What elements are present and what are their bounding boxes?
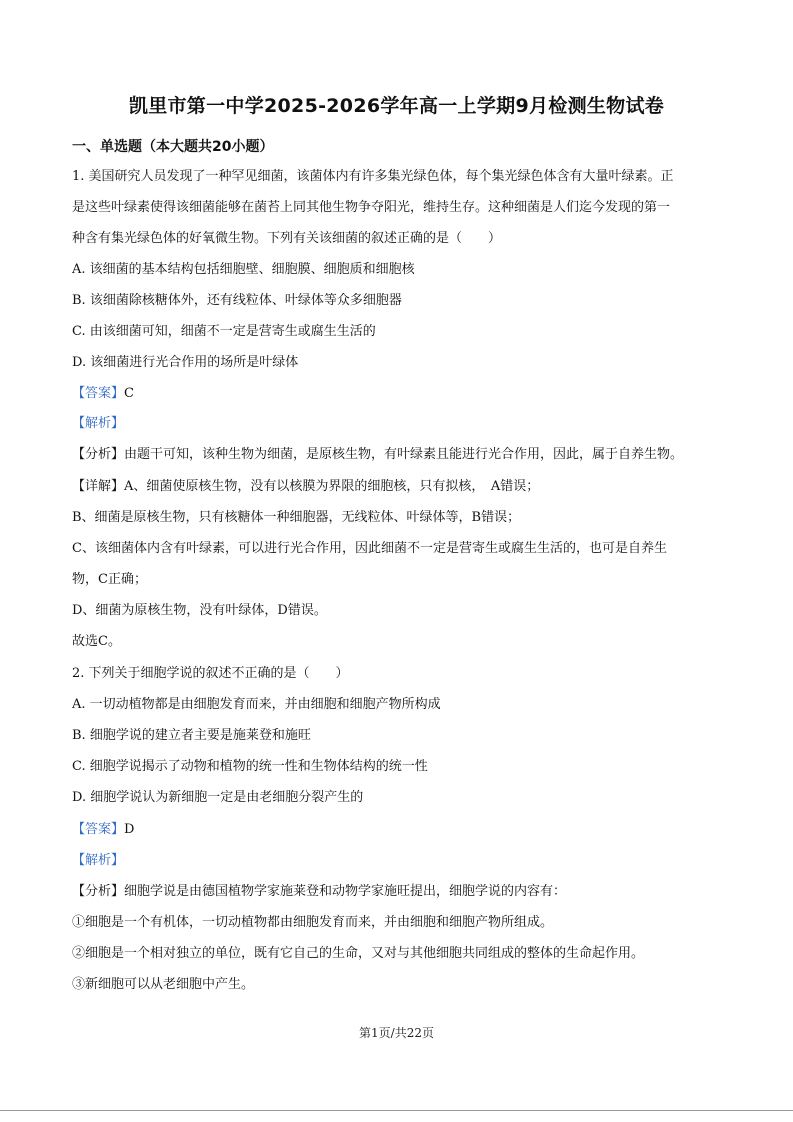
q2-option-c: C. 细胞学说揭示了动物和植物的统一性和生物体结构的统一性: [72, 759, 428, 774]
q1-xiangjie-line-5: D、细菌为原核生物，没有叶绿体，D错误。: [72, 603, 327, 618]
q1-conclusion: 故选C。: [72, 634, 121, 649]
q1-stem-line-1: 1. 美国研究人员发现了一种罕见细菌，该菌体内有许多集光绿色体，每个集光绿色体含有大量叶绿素。正: [72, 169, 674, 184]
q2-point-2: ②细胞是一个相对独立的单位，既有它自己的生命，又对与其他细胞共同组成的整体的生命起作用。: [72, 946, 645, 961]
q2-answer: [72, 820, 728, 840]
q1-analysis-tag: [72, 414, 728, 434]
q1-answer: [72, 384, 728, 404]
answer-value: D: [124, 822, 135, 837]
q2-option-d: D. 细胞学说认为新细胞一定是由老细胞分裂产生的: [72, 790, 364, 805]
q1-xiangjie-line-4: 物，C正确；: [72, 572, 147, 587]
q2-analysis-tag: [72, 851, 728, 871]
answer-tag: 【答案】: [72, 822, 125, 837]
q1-stem-line-2: 是这些叶绿素使得该细菌能够在菌苔上同其他生物争夺阳光，维持生存。这种细菌是人们迄今发现的第一: [72, 200, 671, 215]
q1-option-b: B. 该细菌除核糖体外，还有线粒体、叶绿体等众多细胞器: [72, 293, 402, 308]
page-title: 凯里市第一中学2025-2026学年高一上学期9月检测生物试卷: [128, 95, 665, 117]
page-footer: 第1页/共22页: [359, 1026, 434, 1040]
q1-option-d: D. 该细菌进行光合作用的场所是叶绿体: [72, 355, 299, 370]
q1-fenxi: [72, 445, 728, 465]
analysis-tag: 【解析】: [72, 416, 125, 431]
q1-option-c: C. 由该细菌可知，细菌不一定是营寄生或腐生生活的: [72, 324, 376, 339]
fenxi-text: 细胞学说是由德国植物学家施莱登和动物学家施旺提出，细胞学说的内容有：: [124, 884, 567, 899]
fenxi-tag: 【分析】: [72, 884, 125, 899]
q2-option-b: B. 细胞学说的建立者主要是施莱登和施旺: [72, 728, 311, 743]
q2-point-3: ③新细胞可以从老细胞中产生。: [72, 977, 255, 992]
section-heading: 一、单选题（本大题共20小题）: [72, 139, 274, 155]
q2-option-a: A. 一切动植物都是由细胞发育而来，并由细胞和细胞产物所构成: [72, 697, 441, 712]
answer-tag: 【答案】: [72, 386, 125, 401]
answer-value: C: [124, 386, 134, 401]
q1-xiangjie-line-3: C、该细菌体内含有叶绿素，可以进行光合作用，因此细菌不一定是营寄生或腐生生活的，也可是自养生: [72, 541, 667, 556]
q1-option-a: A. 该细菌的基本结构包括细胞壁、细胞膜、细胞质和细胞核: [72, 262, 415, 277]
q1-xiangjie-line-1: [72, 477, 728, 497]
fenxi-text: 由题干可知，该种生物为细菌，是原核生物，有叶绿素且能进行光合作用，因此，属于自养生物。: [124, 447, 684, 462]
xiangjie-text: A、细菌使原核生物，没有以核膜为界限的细胞核，只有拟核， A错误；: [124, 479, 540, 494]
q2-stem: 2. 下列关于细胞学说的叙述不正确的是（ ）: [72, 666, 349, 681]
q2-fenxi: [72, 882, 728, 902]
q1-xiangjie-line-2: B、细菌是原核生物，只有核糖体一种细胞器，无线粒体、叶绿体等，B错误；: [72, 510, 521, 525]
xiangjie-tag: 【详解】: [72, 479, 125, 494]
q2-point-1: ①细胞是一个有机体，一切动植物都由细胞发育而来，并由细胞和细胞产物所组成。: [72, 915, 554, 930]
analysis-tag: 【解析】: [72, 853, 125, 868]
bottom-divider: [0, 1110, 793, 1111]
fenxi-tag: 【分析】: [72, 447, 125, 462]
q1-stem-line-3: 种含有集光绿色体的好氧微生物。下列有关该细菌的叙述正确的是（ ）: [72, 231, 502, 246]
